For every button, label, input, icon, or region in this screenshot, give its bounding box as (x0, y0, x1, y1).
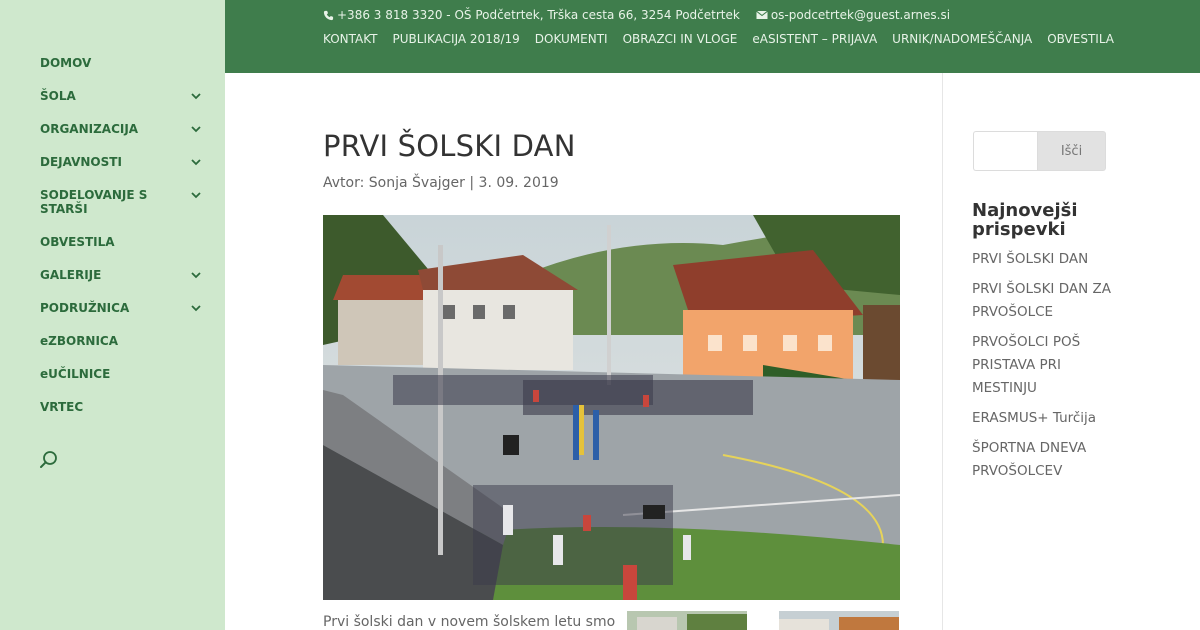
top-menu-item[interactable]: OBVESTILA (1047, 32, 1114, 46)
top-menu (323, 29, 1163, 50)
sidebar-item-label: ŠOLA (40, 89, 76, 103)
recent-post-link[interactable]: PRVI ŠOLSKI DAN ZA PRVOŠOLCE (972, 281, 1111, 320)
sidebar-item-label: SODELOVANJE S STARŠI (40, 188, 148, 216)
top-menu-item[interactable]: KONTAKT (323, 32, 378, 46)
main-navigation (40, 56, 215, 433)
chevron-down-icon[interactable] (189, 268, 203, 282)
email-link[interactable]: os-podcetrtek@guest.arnes.si (770, 8, 951, 22)
sidebar-item-label: eUČILNICE (40, 367, 111, 381)
search-input[interactable] (973, 131, 1037, 171)
recent-posts-title: Najnovejši prispevki (972, 200, 1078, 240)
sidebar-item[interactable] (40, 122, 215, 136)
top-menu-item[interactable]: eASISTENT – PRIJAVA (752, 32, 878, 46)
chevron-down-icon[interactable] (189, 89, 203, 103)
sidebar-item-label: OBVESTILA (40, 235, 115, 249)
post-meta: Avtor: Sonja Švajger | 3. 09. 2019 (323, 175, 559, 191)
top-menu-item[interactable]: DOKUMENTI (534, 32, 608, 46)
top-header (225, 0, 1200, 73)
recent-post-link[interactable]: PRVOŠOLCI POŠ PRISTAVA PRI MESTINJU (972, 334, 1081, 396)
top-menu-item[interactable]: URNIK/NADOMEŠČANJA (892, 32, 1033, 46)
post-excerpt: Prvi šolski dan v novem šolskem letu smo (323, 614, 616, 630)
page-title: PRVI ŠOLSKI DAN (323, 129, 576, 163)
chevron-down-icon[interactable] (189, 188, 203, 202)
sidebar-item-label: GALERIJE (40, 268, 102, 282)
sidebar-item-label: VRTEC (40, 400, 84, 414)
featured-photo[interactable] (323, 215, 900, 600)
chevron-down-icon[interactable] (189, 301, 203, 315)
sidebar-item[interactable] (40, 188, 215, 216)
chevron-down-icon[interactable] (189, 122, 203, 136)
sidebar-item[interactable] (40, 301, 215, 315)
sidebar-item[interactable] (40, 235, 215, 249)
sidebar-item[interactable] (40, 89, 215, 103)
recent-post-link[interactable]: ERASMUS+ Turčija (972, 410, 1097, 426)
sidebar-search (973, 131, 1106, 171)
sidebar-item-label: eZBORNICA (40, 334, 119, 348)
sidebar-item[interactable] (40, 400, 215, 414)
sidebar-divider (942, 73, 943, 630)
top-menu-item[interactable]: OBRAZCI IN VLOGE (622, 32, 738, 46)
sidebar-item[interactable] (40, 334, 215, 348)
recent-post-link[interactable]: ŠPORTNA DNEVA PRVOŠOLCEV (972, 440, 1087, 479)
recent-post-link[interactable]: PRVI ŠOLSKI DAN (972, 251, 1089, 267)
search-icon[interactable] (38, 449, 60, 471)
recent-posts-list (972, 248, 1112, 490)
sidebar-item-label: ORGANIZACIJA (40, 122, 139, 136)
left-sidebar (0, 0, 225, 630)
top-menu-item[interactable]: PUBLIKACIJA 2018/19 (392, 32, 520, 46)
gallery-thumbnail[interactable] (627, 611, 747, 630)
gallery-thumbnail[interactable] (779, 611, 899, 630)
chevron-down-icon[interactable] (189, 155, 203, 169)
sidebar-item-label: DOMOV (40, 56, 92, 70)
sidebar-item-label: PODRUŽNICA (40, 301, 130, 315)
phone-icon (323, 10, 334, 21)
sidebar-item[interactable] (40, 268, 215, 282)
envelope-icon (756, 10, 768, 20)
search-button[interactable]: Išči (1037, 131, 1106, 171)
sidebar-item[interactable] (40, 367, 215, 381)
sidebar-item[interactable] (40, 155, 215, 169)
contact-text: +386 3 818 3320 - OŠ Podčetrtek, Trška cesta 66, 3254 Podčetrtek (337, 8, 740, 22)
sidebar-item-label: DEJAVNOSTI (40, 155, 122, 169)
sidebar-item[interactable] (40, 56, 215, 70)
contact-info (323, 8, 950, 22)
